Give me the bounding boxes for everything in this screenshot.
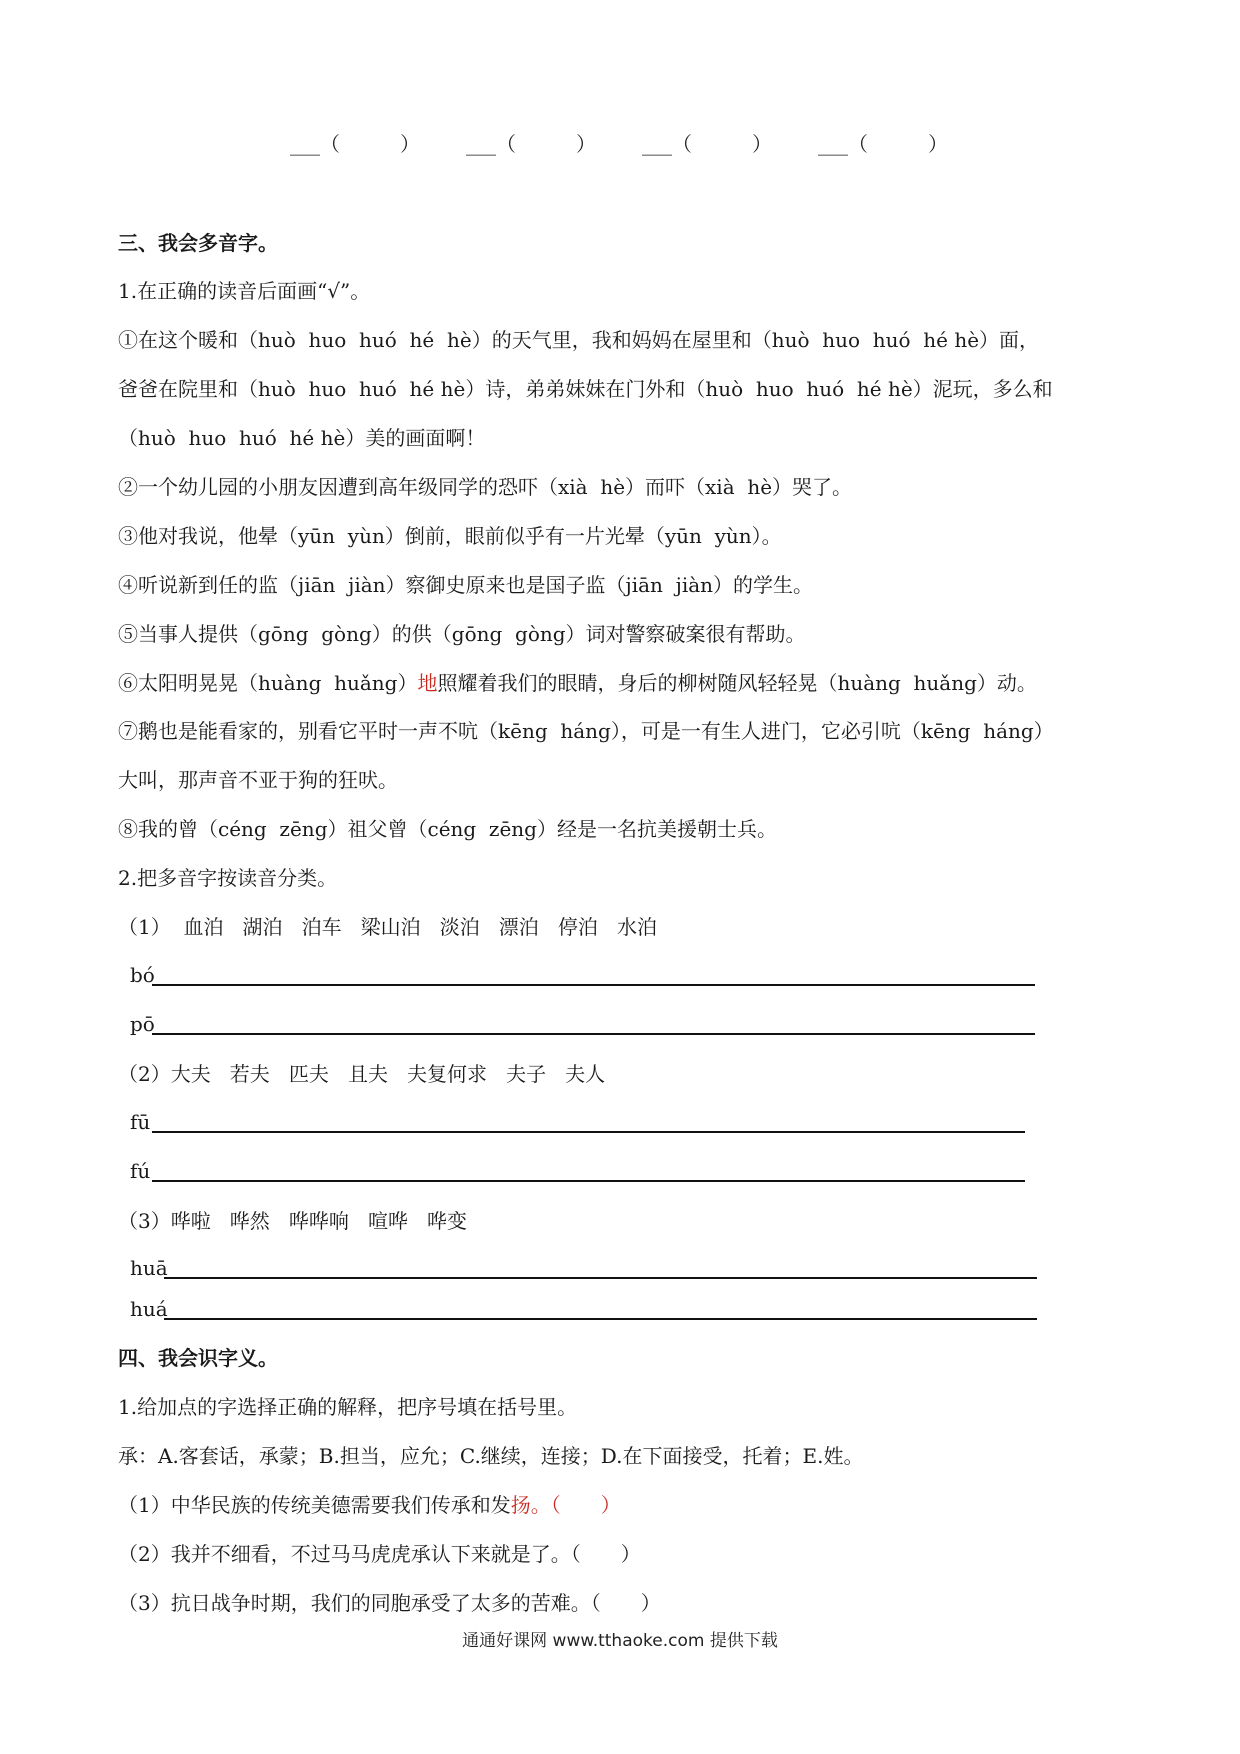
pinyin-label: fū xyxy=(130,1110,151,1134)
answer-rule xyxy=(152,1033,1035,1035)
group-2-words: （2）大夫 若夫 匹夫 且夫 夫复何求 夫子 夫人 xyxy=(118,1062,606,1086)
item-3[interactable]: （3）抗日战争时期，我们的同胞承受了太多的苦难。（ ） xyxy=(118,1591,661,1615)
sentence-1-line-3: （huò huo huó hé hè）美的画面啊！ xyxy=(118,426,486,450)
answer-rule xyxy=(152,1180,1025,1182)
sentence-6-part-a: ⑥太阳明晃晃（huàng huǎng） xyxy=(118,671,418,695)
item-1-text: （1）中华民族的传统美德需要我们传承和发 xyxy=(118,1493,511,1517)
sentence-6 xyxy=(118,669,1037,697)
pinyin-label: huā xyxy=(130,1256,168,1280)
item-2[interactable]: （2）我并不细看，不过马马虎虎承认下来就是了。（ ） xyxy=(118,1542,641,1566)
sentence-5: ⑤当事人提供（gōng gòng）的供（gōng gòng）词对警察破案很有帮助。 xyxy=(118,622,806,646)
group-1-words: （1） 血泊 湖泊 泊车 梁山泊 淡泊 漂泊 停泊 水泊 xyxy=(118,915,657,939)
sentence-7-line-2: 大叫，那声音不亚于狗的狂吠。 xyxy=(118,768,398,792)
sentence-1-line-1: ①在这个暖和（huò huo huó hé hè）的天气里，我和妈妈在屋里和（huò huo huó hé hè）面， xyxy=(118,328,1040,352)
sentence-4: ④听说新到任的监（jiān jiàn）察御史原来也是国子监（jiān jiàn）的学生。 xyxy=(118,573,814,597)
footer-credit: 通通好课网 www.tthaoke.com 提供下载 xyxy=(462,1631,778,1651)
highlighted-word: 地 xyxy=(417,671,438,695)
fill-blank[interactable]: ___（ ） xyxy=(818,132,948,156)
answer-rule xyxy=(152,1131,1025,1133)
answer-rule xyxy=(152,984,1035,986)
item-1-highlight: 扬。（ ） xyxy=(510,1493,621,1517)
answer-rule xyxy=(164,1318,1037,1320)
sentence-2: ②一个幼儿园的小朋友因遭到高年级同学的恐吓（xià hè）而吓（xià hè）哭了。 xyxy=(118,475,853,499)
pinyin-label: huá xyxy=(130,1297,168,1321)
answer-rule xyxy=(164,1277,1037,1279)
pinyin-label: pō xyxy=(130,1012,155,1036)
section-4-title: 四、我会识字义。 xyxy=(118,1346,278,1370)
q2-prompt: 2.把多音字按读音分类。 xyxy=(118,866,338,890)
q1-prompt: 1.在正确的读音后面画“√”。 xyxy=(118,279,371,303)
sentence-7-line-1: ⑦鹅也是能看家的，别看它平时一声不吭（kēng háng），可是一有生人进门，它必引吭（kēng háng） xyxy=(118,719,1054,743)
item-1[interactable] xyxy=(118,1491,621,1519)
fill-blank[interactable]: ___（ ） xyxy=(466,132,596,156)
fill-blank[interactable]: ___（ ） xyxy=(642,132,772,156)
sentence-1-line-2: 爸爸在院里和（huò huo huó hé hè）诗，弟弟妹妹在门外和（huò huo huó hé hè）泥玩，多么和 xyxy=(118,377,1053,401)
sentence-8: ⑧我的曾（céng zēng）祖父曾（céng zēng）经是一名抗美援朝士兵。 xyxy=(118,817,777,841)
definitions: 承：A.客套话，承蒙；B.担当，应允；C.继续，连接；D.在下面接受，托着；E.姓。 xyxy=(118,1444,864,1468)
s4-q1-prompt: 1.给加点的字选择正确的解释，把序号填在括号里。 xyxy=(118,1395,578,1419)
section-3-title: 三、我会多音字。 xyxy=(118,231,278,255)
pinyin-label: fú xyxy=(130,1159,151,1183)
fill-blank[interactable]: ___（ ） xyxy=(290,132,420,156)
sentence-6-part-b: 照耀着我们的眼睛，身后的柳树随风轻轻晃（huàng huǎng）动。 xyxy=(437,671,1037,695)
group-3-words: （3）哗啦 哗然 哗哗响 喧哗 哗变 xyxy=(118,1209,468,1233)
pinyin-label: bó xyxy=(130,963,155,987)
sentence-3: ③他对我说，他晕（yūn yùn）倒前，眼前似乎有一片光晕（yūn yùn）。 xyxy=(118,524,782,548)
